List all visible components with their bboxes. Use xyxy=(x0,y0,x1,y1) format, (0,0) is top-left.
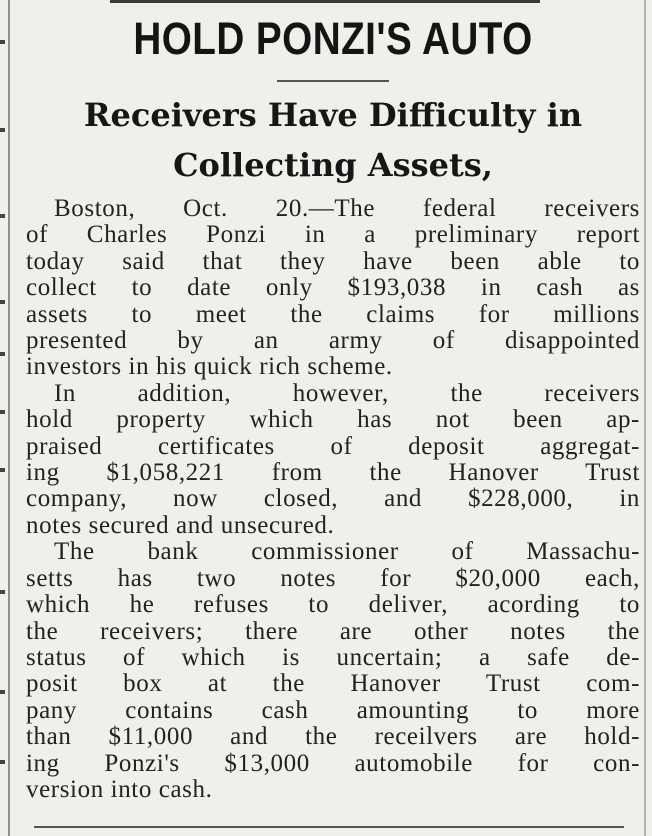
text-line: today said that they have been able to xyxy=(26,247,640,275)
margin-mark xyxy=(0,590,5,594)
margin-mark xyxy=(0,40,5,44)
text-line: ing Ponzi's $13,000 automobile for con- xyxy=(26,749,640,777)
margin-mark xyxy=(0,352,5,356)
article-body xyxy=(26,196,640,803)
text-line: investors in his quick rich scheme. xyxy=(26,353,393,381)
paragraph-2 xyxy=(26,381,640,539)
left-column-rule xyxy=(8,0,10,836)
paragraph-1 xyxy=(26,196,640,381)
text-line: than $11,000 and the receilvers are hold- xyxy=(26,723,640,751)
text-line: Boston, Oct. 20.—The federal receivers xyxy=(54,195,640,222)
text-line: pany contains cash amounting to more xyxy=(26,696,640,724)
text-line: In addition, however, the receivers xyxy=(54,379,640,407)
text-line: hold property which has not been ap- xyxy=(26,406,640,434)
margin-mark xyxy=(0,300,5,304)
text-line: collect to date only $193,038 in cash as xyxy=(26,274,640,302)
text-line: which he refuses to deliver, acording to xyxy=(26,591,640,619)
margin-mark xyxy=(0,760,5,764)
text-line: setts has two notes for $20,000 each, xyxy=(26,564,640,592)
text-line: ing $1,058,221 from the Hanover Trust xyxy=(26,459,640,487)
paragraph-3 xyxy=(26,539,640,803)
text-line: status of which is uncertain; a safe de- xyxy=(26,643,640,671)
headline-divider xyxy=(277,80,389,82)
subheadline-line-2: Collecting Assets, xyxy=(173,146,493,184)
margin-mark xyxy=(0,214,5,218)
text-line: of Charles Ponzi in a preliminary report xyxy=(26,221,640,249)
text-line: posit box at the Hanover Trust com- xyxy=(26,670,640,698)
text-line: company, now closed, and $228,000, in xyxy=(26,485,640,513)
news-article xyxy=(26,6,640,803)
margin-mark xyxy=(0,690,5,694)
margin-mark xyxy=(0,410,5,414)
text-line: presented by an army of disappointed xyxy=(26,327,640,355)
text-line: assets to meet the claims for millions xyxy=(26,300,640,328)
subheadline xyxy=(26,90,640,190)
margin-mark xyxy=(0,128,5,132)
text-line: version into cash. xyxy=(26,775,213,803)
text-line: the receivers; there are other notes the xyxy=(26,617,640,645)
margin-mark xyxy=(0,468,5,472)
text-line: praised certificates of deposit aggregat- xyxy=(26,432,640,460)
right-column-rule xyxy=(644,0,646,836)
top-border-rule xyxy=(110,0,540,3)
text-line: The bank commissioner of Massachu- xyxy=(54,538,640,566)
headline: HOLD PONZI'S AUTO xyxy=(133,13,533,64)
bottom-border-rule xyxy=(34,826,624,828)
text-line: notes secured and unsecured. xyxy=(26,511,335,539)
subheadline-line-1: Receivers Have Difficulty in xyxy=(83,96,583,134)
